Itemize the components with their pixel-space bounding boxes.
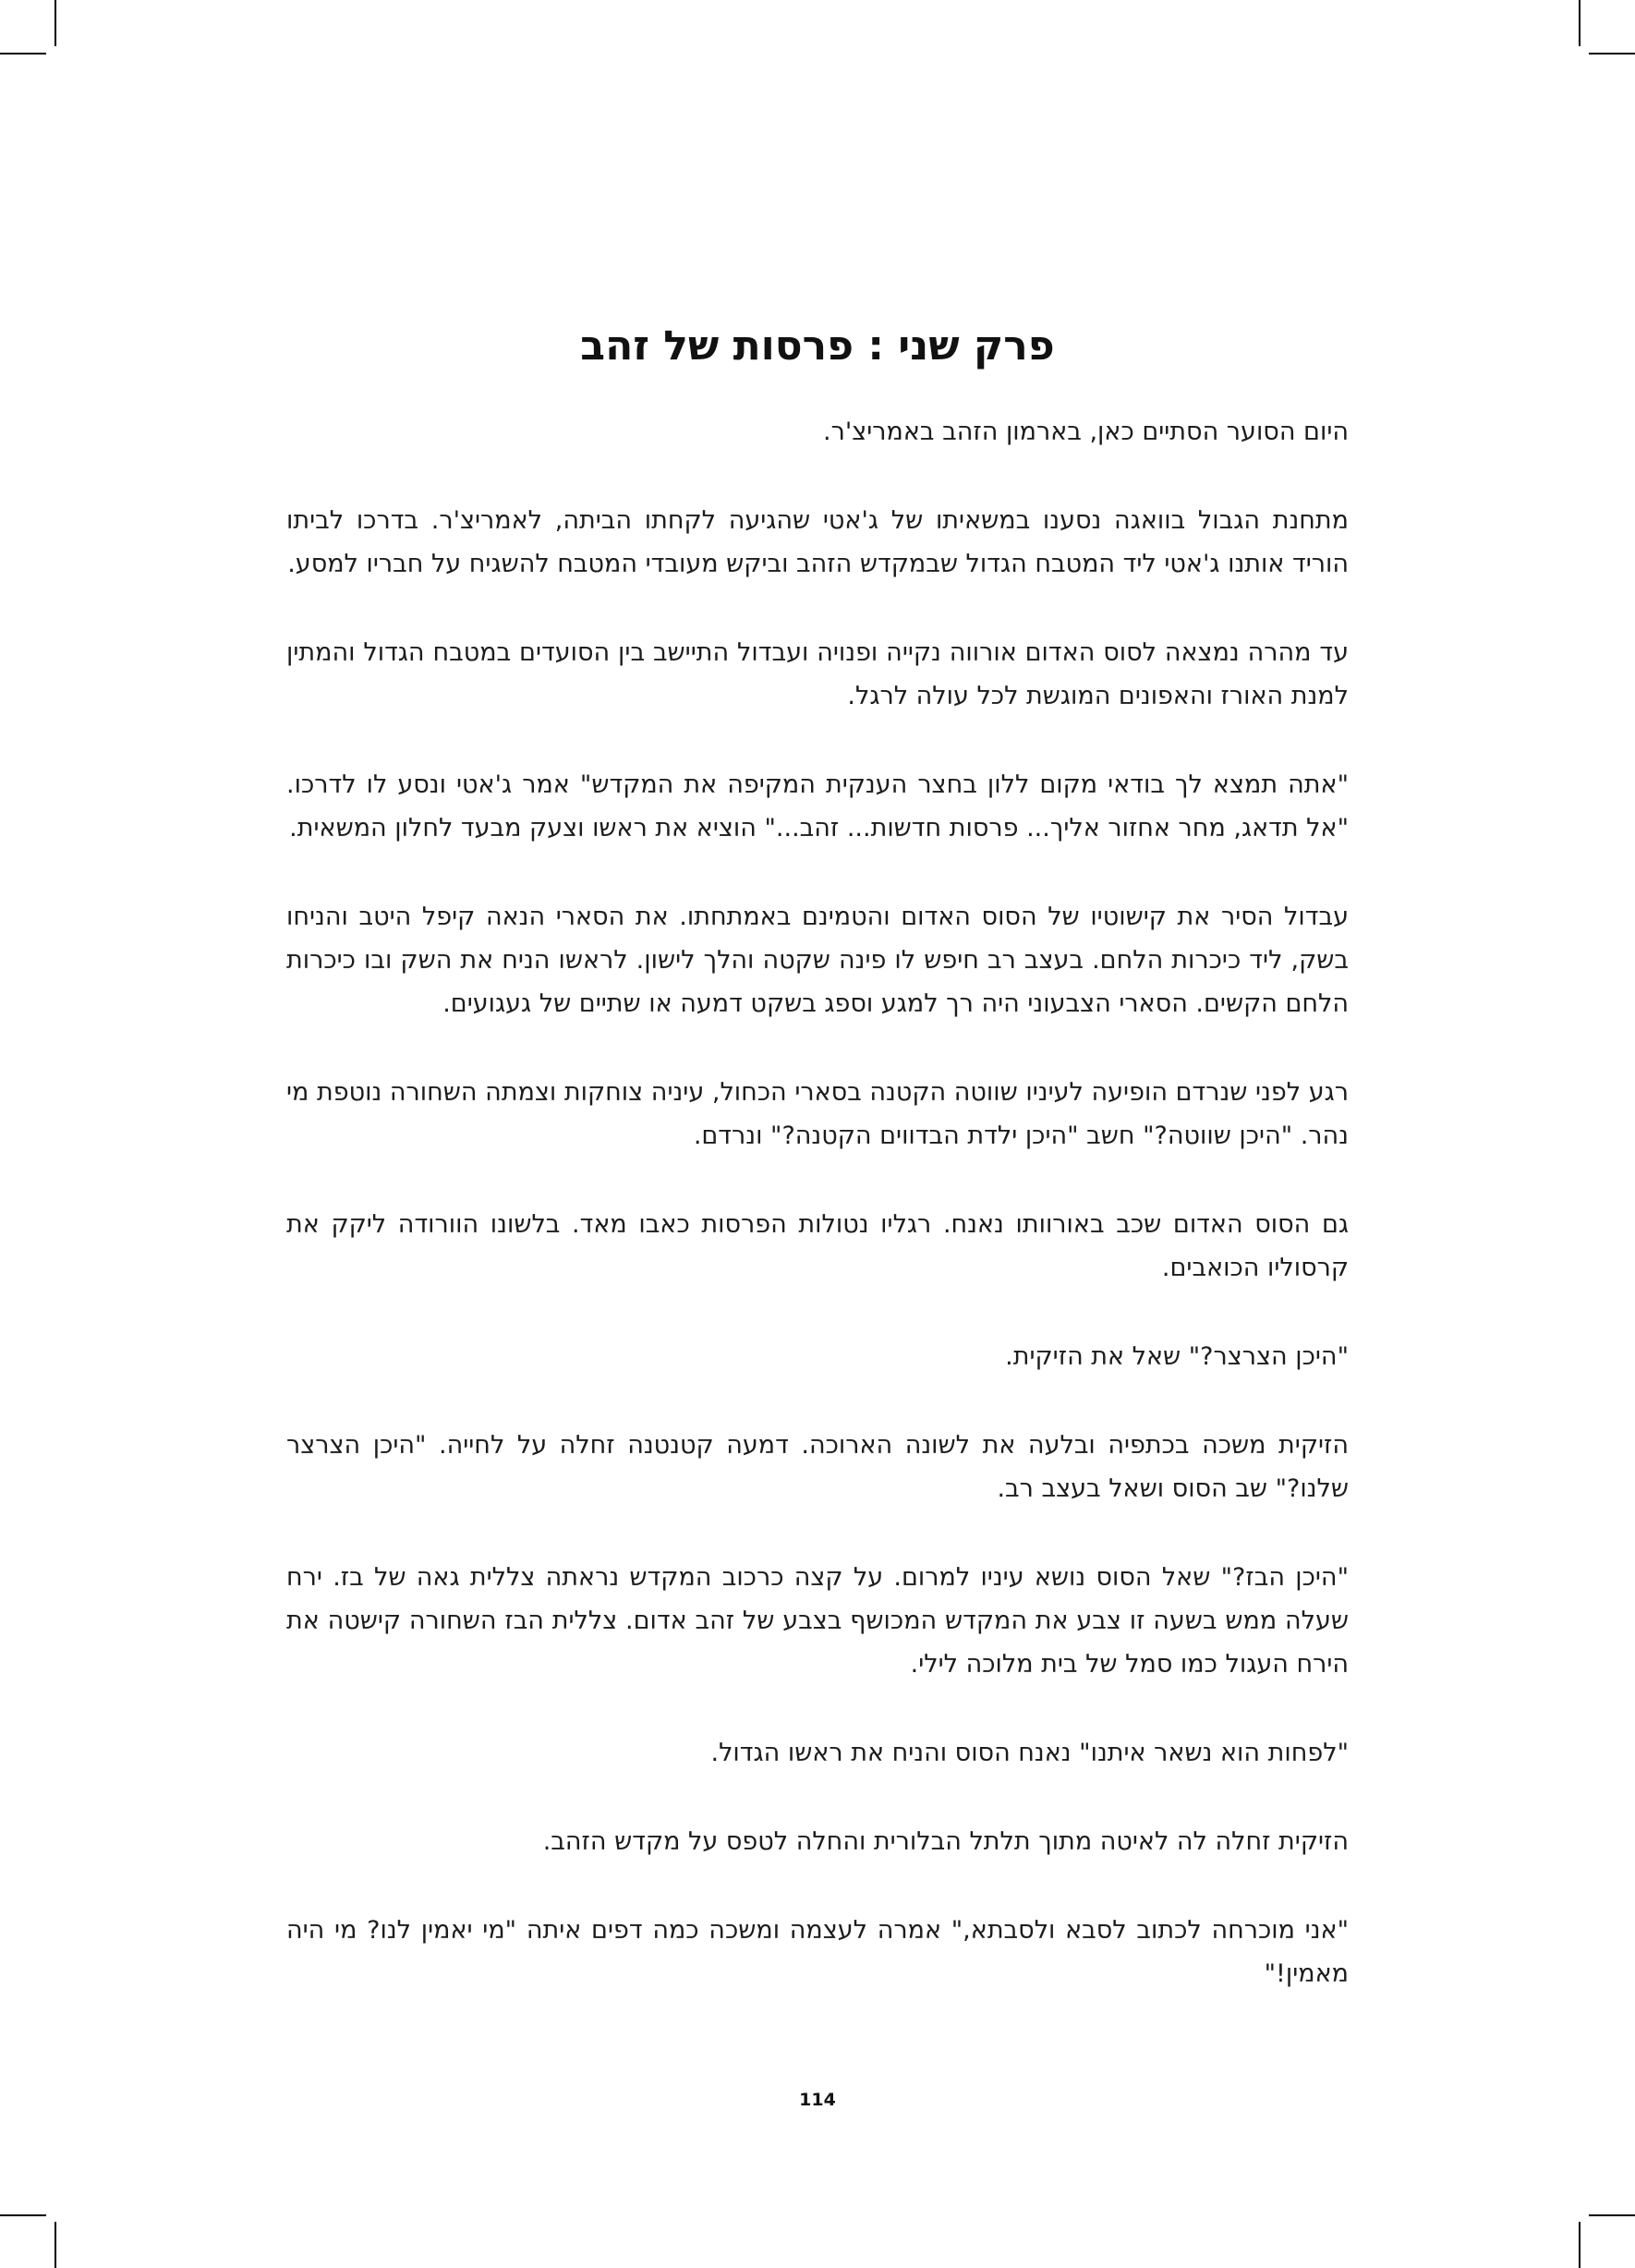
paragraph: "לפחות הוא נשאר איתנו" נאנח הסוס והניח את ראשו הגדול. [710,1739,1349,1767]
chapter-title: פרק שני : פרסות של זהב [580,322,1055,370]
crop-mark-bottom-left-vertical [54,2222,56,2268]
paragraph: "אני מוכרחה לכתוב לסבא ולסבתא," אמרה לעצמה ומשכה כמה דפים איתה "מי יאמין לנו? מי היה מאמין!" [286,1916,1349,1988]
paragraph: עד מהרה נמצאה לסוס האדום אורווה נקייה ופנויה ועבדול התיישב בין הסועדים במטבח הגדול והמתין למנת האורז והאפונים המוגשת לכל עולה לרגל. [286,638,1349,710]
paragraph: גם הסוס האדום שכב באורוותו נאנח. רגליו נטולות הפרסות כאבו מאד. בלשונו הוורודה ליקק את קרסוליו הכואבים. [286,1210,1349,1282]
chapter-body [286,410,1349,2041]
crop-mark-bottom-left-horizontal [0,2214,46,2216]
paragraph: עבדול הסיר את קישוטיו של הסוס האדום והטמינם באמתחתו. את הסארי הנאה קיפל היטב והניחו בשק, ליד כיכרות הלחם. בעצב רב חיפש לו פינה שקטה והלך לישון. לראשו הניח את השק ובו כיכרות הלחם הקשים. הסארי הצבעוני היה רך למגע וספג בשקט דמעה או שתיים של געגועים. [286,903,1349,1018]
crop-mark-top-right-horizontal [1589,53,1635,55]
paragraph: הזיקית זחלה לה לאיטה מתוך תלתל הבלורית והחלה לטפס על מקדש הזהב. [542,1827,1349,1856]
paragraph: "אתה תמצא לך בודאי מקום ללון בחצר הענקית המקיפה את המקדש" אמר ג'אטי ונסע לו לדרכו. "אל תדאג, מחר אחזור אליך... פרסות חדשות... זהב..." הוציא את ראשו וצעק מבעד לחלון המשאית. [286,770,1349,843]
paragraph: רגע לפני שנרדם הופיעה לעיניו שווטה הקטנה בסארי הכחול, עיניה צוחקות וצמתה השחורה נוטפת מי נהר. "היכן שווטה?" חשב "היכן ילדת הבדווים הקטנה?" ונרדם. [286,1078,1349,1150]
crop-mark-top-left-horizontal [0,53,46,55]
crop-mark-top-left-vertical [54,0,56,46]
paragraph: מתחנת הגבול בוואגה נסענו במשאיתו של ג'אטי שהגיעה לקחתו הביתה, לאמריצ'ר. בדרכו לביתו הוריד אותנו ג'אטי ליד המטבח הגדול שבמקדש הזהב וביקש מעובדי המטבח להשגיח על חבריו למסע. [286,506,1349,578]
paragraph: היום הסוער הסתיים כאן, בארמון הזהב באמריצ'ר. [823,418,1349,446]
paragraph: "היכן הצרצר?" שאל את הזיקית. [1005,1342,1349,1371]
paragraph: הזיקית משכה בכתפיה ובלעה את לשונה הארוכה. דמעה קטנטנה זחלה על לחייה. "היכן הצרצר שלנו?" שב הסוס ושאל בעצב רב. [286,1431,1349,1503]
crop-mark-bottom-right-horizontal [1589,2214,1635,2216]
paragraph: "היכן הבז?" שאל הסוס נושא עיניו למרום. על קצה כרכוב המקדש נראתה צללית גאה של בז. ירח שעלה ממש בשעה זו צבע את המקדש המכושף בצבע של זהב אדום. צללית הבז השחורה קישטה את הירח העגול כמו סמל של בית מלוכה לילי. [286,1563,1349,1679]
page-number: 114 [799,2090,836,2110]
crop-mark-bottom-right-vertical [1579,2222,1580,2268]
crop-mark-top-right-vertical [1579,0,1580,46]
